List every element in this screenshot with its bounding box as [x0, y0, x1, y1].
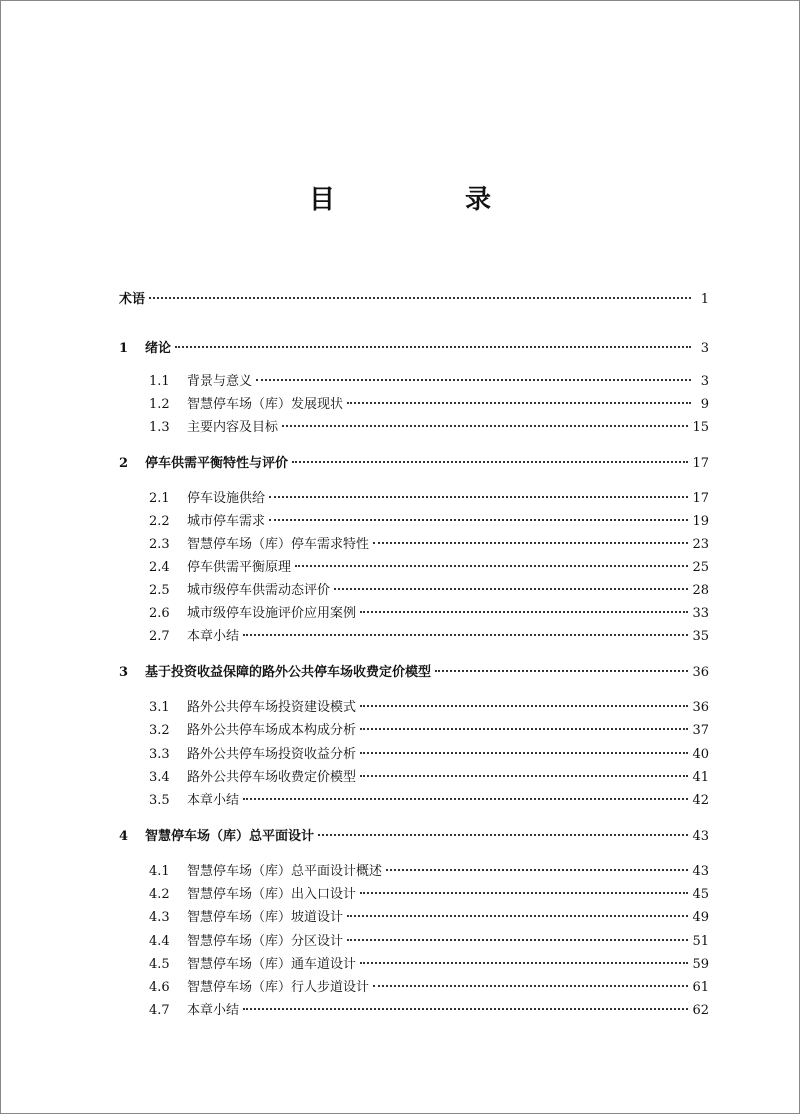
page-number: 40 — [692, 747, 709, 762]
toc-section-entry[interactable] — [149, 886, 709, 904]
entry-number: 1.2 — [149, 397, 170, 412]
page-title: 目 录 — [308, 185, 543, 215]
entry-title: 城市级停车设施评价应用案例 — [187, 606, 357, 621]
entry-number: 2 — [119, 456, 129, 471]
entry-number: 4.1 — [149, 864, 170, 879]
toc-chapter-entry[interactable] — [119, 291, 709, 309]
entry-title: 路外公共停车场投资收益分析 — [187, 747, 357, 762]
entry-title: 路外公共停车场投资建设模式 — [187, 700, 357, 715]
entry-number: 4.6 — [149, 980, 170, 995]
entry-number: 4.3 — [149, 910, 170, 925]
entry-number: 4.4 — [149, 934, 170, 949]
dot-leader — [360, 705, 688, 707]
dot-leader — [243, 1008, 688, 1010]
page-number: 17 — [692, 456, 709, 471]
entry-title: 城市停车需求 — [187, 514, 266, 529]
page-number: 43 — [692, 829, 709, 844]
dot-leader — [360, 775, 688, 777]
page-number: 25 — [692, 560, 709, 575]
page-number: 36 — [692, 665, 709, 680]
dot-leader — [282, 425, 688, 427]
page-number: 51 — [692, 934, 709, 949]
toc-section-entry[interactable] — [149, 490, 709, 508]
dot-leader — [360, 962, 688, 964]
dot-leader — [347, 915, 688, 917]
page-number: 15 — [692, 420, 709, 435]
entry-number: 1.3 — [149, 420, 170, 435]
dot-leader — [360, 752, 688, 754]
page-number: 19 — [692, 514, 709, 529]
dot-leader — [292, 461, 688, 463]
page-number: 35 — [692, 629, 709, 644]
toc-section-entry[interactable] — [149, 746, 709, 764]
entry-number: 2.3 — [149, 537, 170, 552]
dot-leader — [334, 588, 688, 590]
dot-leader — [435, 670, 688, 672]
dot-leader — [243, 798, 688, 800]
page-number: 62 — [692, 1003, 709, 1018]
entry-number: 1 — [119, 341, 129, 356]
toc-section-entry[interactable] — [149, 933, 709, 951]
entry-number: 2.1 — [149, 491, 170, 506]
dot-leader — [360, 611, 688, 613]
page-number: 17 — [692, 491, 709, 506]
entry-number: 2.7 — [149, 629, 170, 644]
entry-title: 智慧停车场（库）发展现状 — [187, 397, 344, 412]
entry-title: 背景与意义 — [187, 374, 253, 389]
dot-leader — [347, 939, 688, 941]
dot-leader — [269, 519, 688, 521]
entry-number: 2.6 — [149, 606, 170, 621]
entry-number: 4.2 — [149, 887, 170, 902]
entry-number: 3 — [119, 665, 129, 680]
page-number: 3 — [700, 341, 709, 356]
page-number: 49 — [692, 910, 709, 925]
toc-section-entry[interactable] — [149, 956, 709, 974]
entry-title: 智慧停车场（库）行人步道设计 — [187, 980, 370, 995]
entry-number: 4.5 — [149, 957, 170, 972]
page-number: 1 — [700, 292, 709, 307]
toc-section-entry[interactable] — [149, 605, 709, 623]
page-number: 33 — [692, 606, 709, 621]
entry-title: 智慧停车场（库）通车道设计 — [187, 957, 357, 972]
toc-section-entry[interactable] — [149, 909, 709, 927]
page-number: 37 — [692, 723, 709, 738]
dot-leader — [347, 402, 691, 404]
entry-number: 3.2 — [149, 723, 170, 738]
toc-chapter-entry[interactable] — [119, 455, 709, 473]
toc-chapter-entry[interactable] — [119, 664, 709, 682]
toc-section-entry[interactable] — [149, 513, 709, 531]
entry-number: 1.1 — [149, 374, 170, 389]
toc-section-entry[interactable] — [149, 699, 709, 717]
dot-leader — [269, 496, 688, 498]
dot-leader — [373, 985, 688, 987]
entry-title: 本章小结 — [187, 793, 240, 808]
page-number: 43 — [692, 864, 709, 879]
entry-number: 3.4 — [149, 770, 170, 785]
page-number: 36 — [692, 700, 709, 715]
entry-title: 基于投资收益保障的路外公共停车场收费定价模型 — [145, 665, 432, 680]
entry-title: 术语 — [119, 292, 146, 307]
entry-number: 3.3 — [149, 747, 170, 762]
toc-section-entry[interactable] — [149, 419, 709, 437]
entry-title: 智慧停车场（库）停车需求特性 — [187, 537, 370, 552]
entry-title: 智慧停车场（库）总平面设计概述 — [187, 864, 383, 879]
toc-section-entry[interactable] — [149, 536, 709, 554]
entry-title: 智慧停车场（库）出入口设计 — [187, 887, 357, 902]
dot-leader — [256, 379, 691, 381]
page-number: 42 — [692, 793, 709, 808]
entry-title: 智慧停车场（库）分区设计 — [187, 934, 344, 949]
page-number: 28 — [692, 583, 709, 598]
entry-number: 4 — [119, 829, 129, 844]
entry-number: 2.4 — [149, 560, 170, 575]
dot-leader — [149, 297, 691, 299]
entry-number: 3.5 — [149, 793, 170, 808]
entry-title: 智慧停车场（库）坡道设计 — [187, 910, 344, 925]
entry-title: 路外公共停车场收费定价模型 — [187, 770, 357, 785]
entry-number: 2.2 — [149, 514, 170, 529]
entry-title: 绪论 — [145, 341, 172, 356]
entry-title: 停车供需平衡原理 — [187, 560, 292, 575]
entry-title: 停车供需平衡特性与评价 — [145, 456, 289, 471]
page-number: 61 — [692, 980, 709, 995]
dot-leader — [295, 565, 688, 567]
page-number: 23 — [692, 537, 709, 552]
dot-leader — [386, 869, 688, 871]
toc-section-entry[interactable] — [149, 628, 709, 646]
toc-chapter-entry[interactable] — [119, 828, 709, 846]
toc-section-entry[interactable] — [149, 769, 709, 787]
page-number: 3 — [700, 374, 709, 389]
dot-leader — [318, 834, 688, 836]
entry-title: 智慧停车场（库）总平面设计 — [145, 829, 315, 844]
dot-leader — [360, 728, 688, 730]
page-number: 59 — [692, 957, 709, 972]
toc-section-entry[interactable] — [149, 1002, 709, 1020]
toc-section-entry[interactable] — [149, 582, 709, 600]
dot-leader — [373, 542, 688, 544]
entry-title: 城市级停车供需动态评价 — [187, 583, 331, 598]
entry-title: 主要内容及目标 — [187, 420, 279, 435]
entry-title: 本章小结 — [187, 1003, 240, 1018]
toc-section-entry[interactable] — [149, 863, 709, 881]
toc-section-entry[interactable] — [149, 979, 709, 997]
entry-title: 路外公共停车场成本构成分析 — [187, 723, 357, 738]
entry-number: 3.1 — [149, 700, 170, 715]
toc-section-entry[interactable] — [149, 373, 709, 391]
entry-title: 停车设施供给 — [187, 491, 266, 506]
toc-section-entry[interactable] — [149, 792, 709, 810]
dot-leader — [175, 346, 691, 348]
entry-number: 4.7 — [149, 1003, 170, 1018]
toc-section-entry[interactable] — [149, 396, 709, 414]
entry-title: 本章小结 — [187, 629, 240, 644]
dot-leader — [243, 634, 688, 636]
page-number: 45 — [692, 887, 709, 902]
page-number: 41 — [692, 770, 709, 785]
toc-chapter-entry[interactable] — [119, 340, 709, 358]
page-number: 9 — [700, 397, 709, 412]
dot-leader — [360, 892, 688, 894]
entry-number: 2.5 — [149, 583, 170, 598]
toc-section-entry[interactable] — [149, 722, 709, 740]
toc-section-entry[interactable] — [149, 559, 709, 577]
